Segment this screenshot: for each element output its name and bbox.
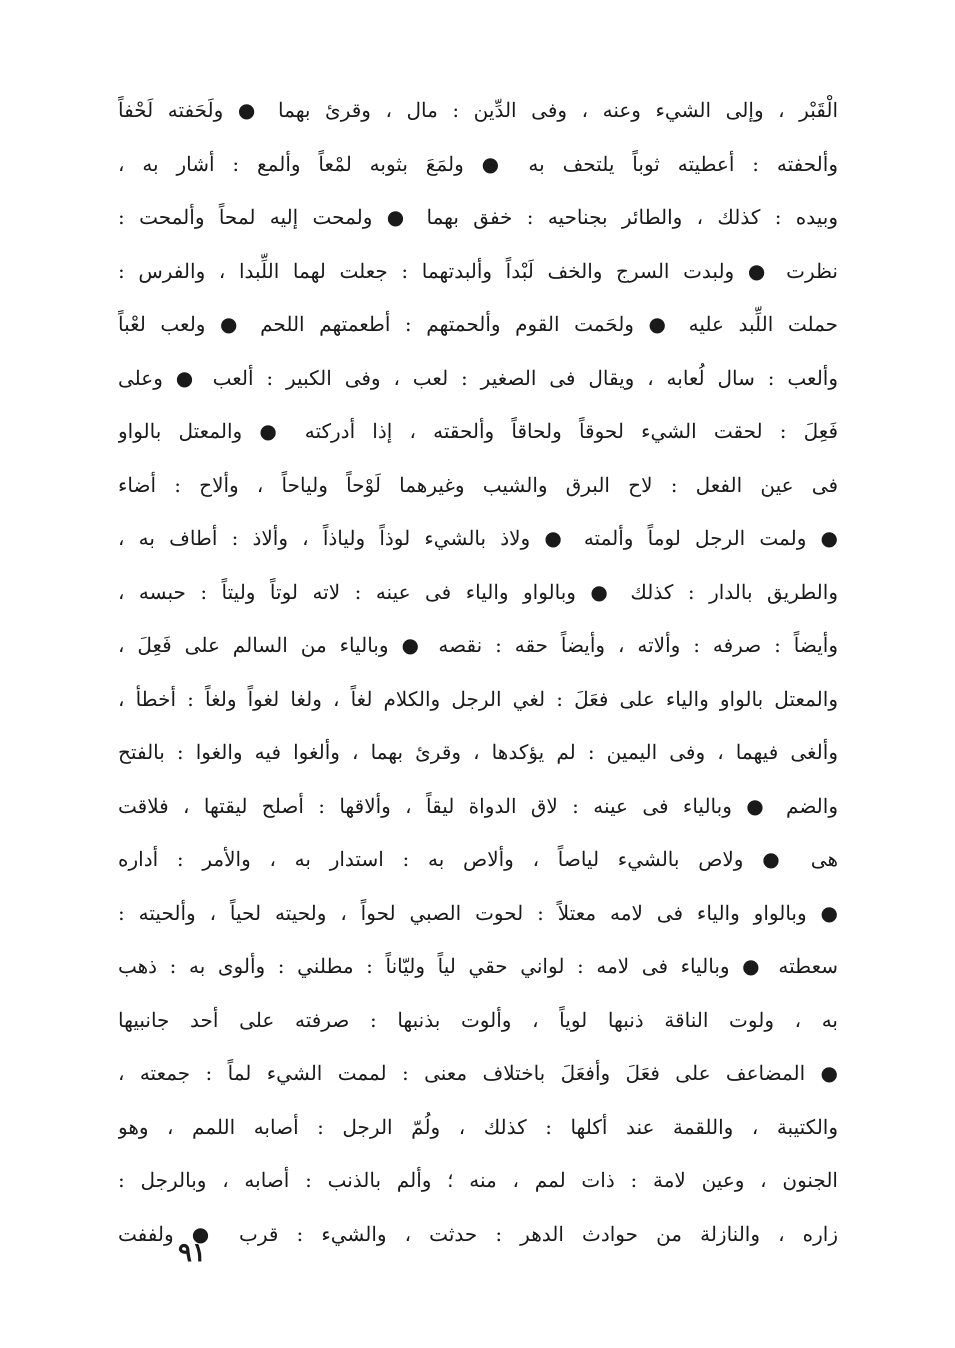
text-line: الْقَبْر ، وإلى الشيء وعنه ، وفى الدِّين : مال ، وقرئ بهما ● ولَحَفته لَحْفاً	[118, 98, 838, 122]
text-line: سعطته ● وبالياء فى لامه : لواني حقي لياً وليّاناً : مطلني : وألوى به : ذهب	[118, 954, 838, 978]
text-line: الجنون ، وعين لامة : ذات لمم ، منه ؛ وألم بالذنب : أصابه ، وبالرجل :	[118, 1168, 838, 1192]
text-line: وألعب : سال لُعابه ، ويقال فى الصغير : لعب ، وفى الكبير : ألعب ● وعلى	[118, 365, 838, 390]
text-line: نظرت ● ولبدت السرج والخف لَبْداً وألبدتهما : جعلت لهما اللِّبدا ، والفرس :	[118, 258, 838, 283]
page-number: ٩١	[178, 1238, 206, 1268]
text-line: والمعتل بالواو والياء على فعَلَ : لغي الرجل والكلام لغاً ، ولغا لغواً ولغاً : أخطأ ،	[118, 686, 838, 711]
text-line: هى ● ولاص بالشيء لياصاً ، وألاص به : استدار به ، والأمر : أداره	[118, 847, 838, 871]
text-line: ● المضاعف على فعَلَ وأفعَلَ باختلاف معنى : لممت الشيء لماً : جمعته ،	[118, 1061, 838, 1085]
text-line: به ، ولوت الناقة ذنبها لوياً ، وألوت بذنبها : صرفته على أحد جانبيها	[118, 1007, 838, 1032]
text-line: فى عين الفعل : لاح البرق والشيب وغيرهما لَوْحاً ولياحاً ، وألاح : أضاء	[118, 472, 838, 497]
text-line: ● وبالواو والياء فى لامه معتلاً : لحوت الصبي لحواً ، ولحيته لحياً ، وألحيته :	[118, 900, 838, 925]
body-text	[118, 84, 838, 1261]
text-line: زاره ، والنازلة من حوادث الدهر : حدثت ، والشيء : قرب ● ولففت	[118, 1221, 838, 1246]
text-line: وبيده : كذلك ، والطائر بجناحيه : خفق بهما ● ولمحت إليه لمحاً وألمحت :	[118, 205, 838, 229]
text-line: وأيضاً : صرفه : وألاته ، وأيضاً حقه : نقصه ● وبالياء من السالم على فَعِلَ ،	[118, 633, 838, 657]
text-line: والضم ● وبالياء فى عينه : لاق الدواة ليقاً ، وألاقها : أصلح ليقتها ، فلاقت	[118, 793, 838, 818]
text-line: وألغى فيهما ، وفى اليمين : لم يؤكدها ، وقرئ بهما ، وألغوا فيه والغوا : بالفتح	[118, 740, 838, 764]
text-line: والكتيبة ، واللقمة عند أكلها : كذلك ، ولُمّ الرجل : أصابه اللمم ، وهو	[118, 1114, 838, 1139]
text-line: وألحفته : أعطيته ثوباً يلتحف به ● ولمَعَ بثوبه لمْعاً وألمع : أشار به ،	[118, 151, 838, 176]
text-line: ● ولمت الرجل لوماً وألمته ● ولاذ بالشيء لوذاً ولياذاً ، وألاذ : أطاف به ،	[118, 526, 838, 550]
text-line: فَعِلَ : لحقت الشيء لحوقاً ولحاقاً وألحقته ، إذا أدركته ● والمعتل بالواو	[118, 419, 838, 443]
text-line: والطريق بالدار : كذلك ● وبالواو والياء فى عينه : لاته لوتاً وليتاً : حبسه ،	[118, 579, 838, 604]
text-line: حملت اللِّبد عليه ● ولحَمت القوم وألحمتهم : أطعمتهم اللحم ● ولعب لعْباً	[118, 312, 838, 336]
